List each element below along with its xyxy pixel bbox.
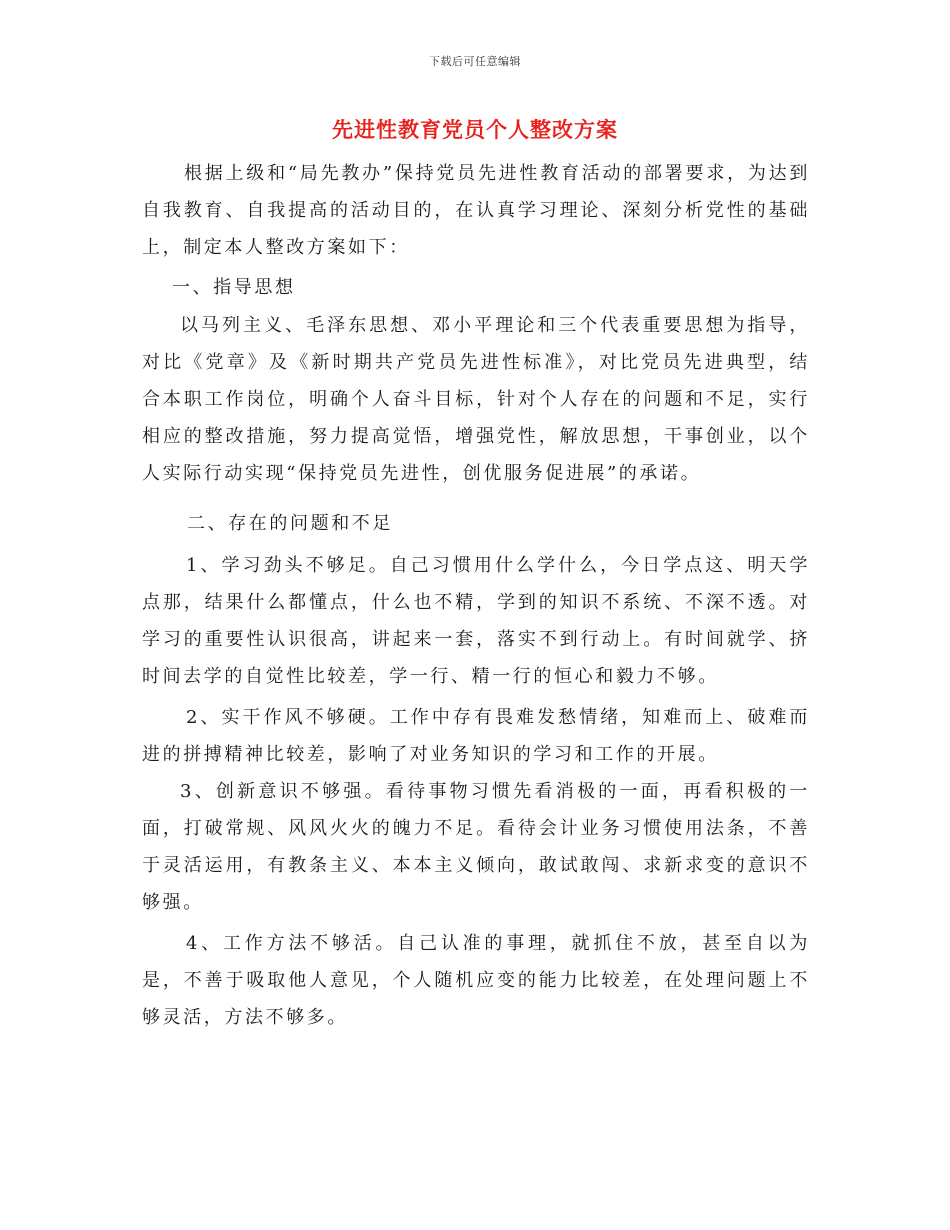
document-title: 先进性教育党员个人整改方案	[332, 117, 618, 142]
problem-item-1: 1、学习劲头不够足。自己习惯用什么学什么，今日学点这、明天学点那，结果什么都懂点，什么也不精，学到的知识不系统、不深不透。对学习的重要性认识很高，讲起来一套，落实不到行动上。有时间就学、挤时间去学的自觉性比较差，学一行、精一行的恒心和毅力不够。	[142, 555, 810, 687]
problem-item-4: 4、工作方法不够活。自己认准的事理，就抓住不放，甚至自以为是，不善于吸取他人意见，个人随机应变的能力比较差，在处理问题上不够灵活，方法不够多。	[142, 933, 810, 1028]
intro-paragraph: 根据上级和“局先教办”保持党员先进性教育活动的部署要求，为达到自我教育、自我提高的活动目的，在认真学习理论、深刻分析党性的基础上，制定本人整改方案如下：	[142, 163, 810, 258]
problem-item-2: 2、实干作风不够硬。工作中存有畏难发愁情绪，知难而上、破难而进的拼搏精神比较差，影响了对业务知识的学习和工作的开展。	[142, 707, 810, 765]
document-body	[142, 155, 810, 1036]
problem-item-3: 3、创新意识不够强。看待事物习惯先看消极的一面，再看积极的一面，打破常规、风风火火的魄力不足。看待会计业务习惯使用法条，不善于灵活运用，有教条主义、本本主义倾向，敢试敢闯、求新求变的意识不够强。	[142, 781, 810, 913]
section-heading-problems: 二、存在的问题和不足	[187, 513, 393, 534]
header-note: 下载后可任意编辑	[429, 55, 521, 68]
guiding-ideology-paragraph: 以马列主义、毛泽东思想、邓小平理论和三个代表重要思想为指导，对比《党章》及《新时期共产党员先进性标准》，对比党员先进典型，结合本职工作岗位，明确个人奋斗目标，针对个人存在的问题和不足，实行相应的整改措施，努力提高觉悟，增强党性，解放思想，干事创业，以个人实际行动实现“保持党员先进性，创优服务促进展”的承诺。	[142, 315, 810, 484]
section-heading-guiding-ideology: 一、指导思想	[172, 277, 296, 298]
